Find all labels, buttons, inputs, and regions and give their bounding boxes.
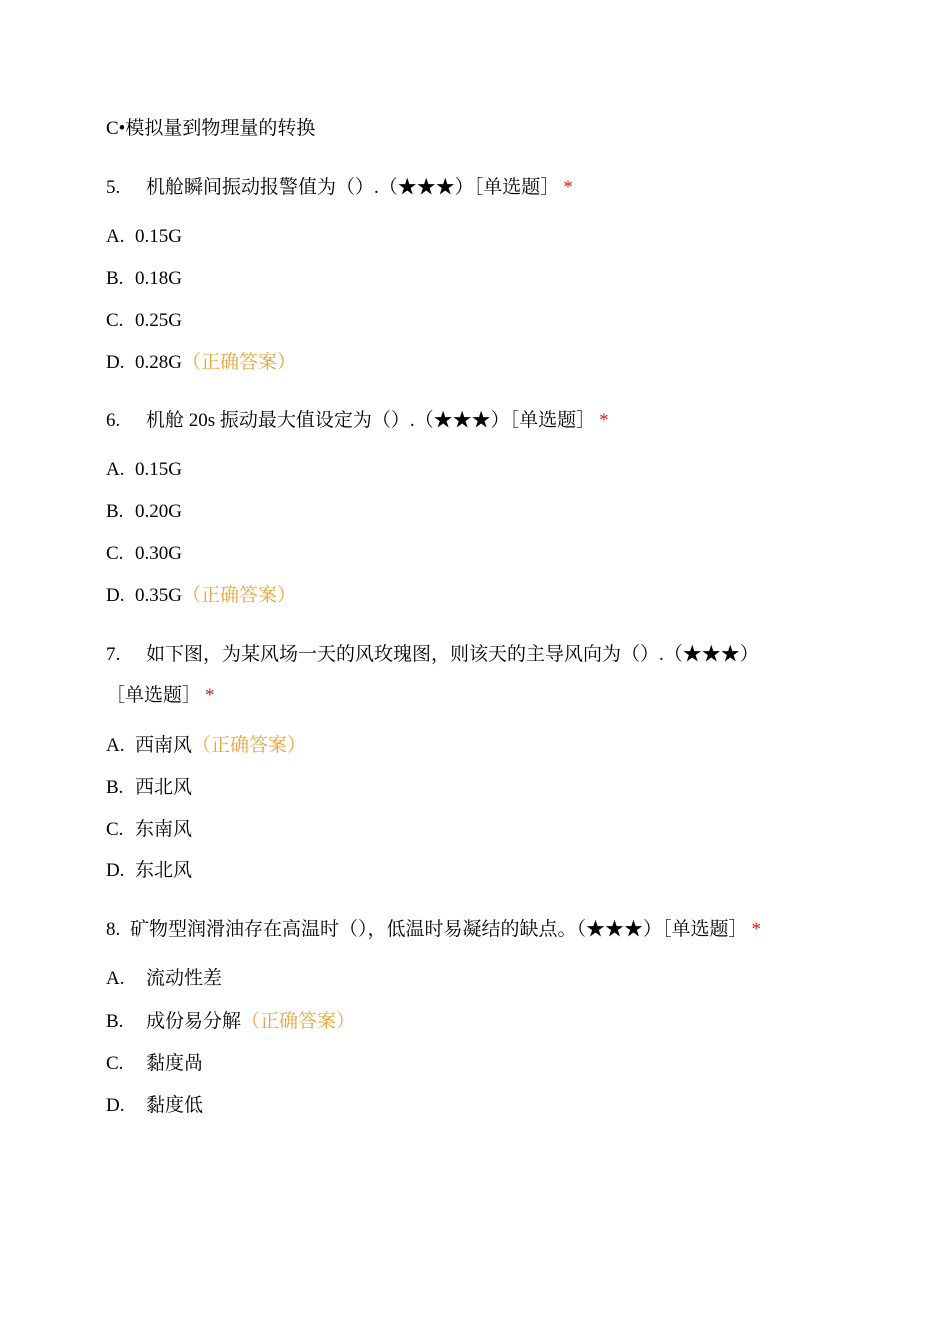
correct-answer-tag: （正确答案） xyxy=(181,585,296,606)
question-8-option-b[interactable] xyxy=(106,1010,355,1034)
option-text: 0.28G xyxy=(135,352,182,373)
option-letter: B. xyxy=(106,268,124,289)
option-text: 0.15G xyxy=(135,226,182,247)
question-8-option-d[interactable] xyxy=(106,1094,203,1118)
required-mark: * xyxy=(751,919,762,940)
option-letter: D. xyxy=(106,860,125,881)
correct-answer-tag: （正确答案） xyxy=(192,735,307,756)
required-mark: * xyxy=(205,685,215,706)
question-number: 7. xyxy=(106,644,121,665)
option-text: 0.30G xyxy=(135,543,182,564)
question-6-heading xyxy=(106,409,609,433)
question-number: 8. xyxy=(106,919,121,940)
option-text: 0.35G xyxy=(135,585,182,606)
option-letter: A. xyxy=(106,735,125,756)
question-5-option-b[interactable] xyxy=(106,267,182,291)
option-text: 东北风 xyxy=(135,860,193,881)
question-7-option-a[interactable] xyxy=(106,734,306,758)
option-letter: A. xyxy=(106,459,125,480)
question-8-heading xyxy=(106,918,761,942)
option-text: 西北风 xyxy=(135,777,193,798)
option-letter: A. xyxy=(106,226,125,247)
option-text: 0.20G xyxy=(135,501,182,522)
question-text: 机舱 20s 振动最大值设定为（）.（★★★）［单选题］ xyxy=(146,410,596,431)
option-text: 东南风 xyxy=(135,819,193,840)
option-text: 0.25G xyxy=(135,310,182,331)
required-mark: * xyxy=(563,177,573,198)
question-5-option-c[interactable] xyxy=(106,309,182,333)
option-letter: C. xyxy=(106,819,124,840)
question-text: 矿物型润滑油存在高温时（），低温时易凝结的缺点。（★★★）［单选题］ xyxy=(130,919,748,940)
question-6-option-c[interactable] xyxy=(106,542,182,566)
question-6-option-b[interactable] xyxy=(106,500,182,524)
required-mark: * xyxy=(599,410,609,431)
option-letter: B. xyxy=(106,777,124,798)
question-type: ［单选题］ xyxy=(106,685,202,706)
question-number: 6. xyxy=(106,410,121,431)
question-text: 如下图，为某风场一天的风玫瑰图，则该天的主导风向为（）.（★★★） xyxy=(146,644,759,665)
correct-answer-tag: （正确答案） xyxy=(181,352,296,373)
option-letter: D. xyxy=(106,352,125,373)
question-5-option-a[interactable] xyxy=(106,225,182,249)
option-text: C•模拟量到物理量的转换 xyxy=(106,118,316,139)
question-6-option-a[interactable] xyxy=(106,458,182,482)
question-8-option-c[interactable] xyxy=(106,1052,203,1076)
option-text: 黏度咼 xyxy=(146,1053,204,1074)
question-7-heading xyxy=(106,643,759,667)
option-letter: C. xyxy=(106,543,124,564)
correct-answer-tag: （正确答案） xyxy=(241,1011,356,1032)
option-letter: C. xyxy=(106,1053,124,1074)
option-text: 流动性差 xyxy=(146,968,223,989)
question-text: 机舱瞬间振动报警值为（）.（★★★）［单选题］ xyxy=(146,177,560,198)
option-text: 西南风 xyxy=(135,735,193,756)
question-5-option-d[interactable] xyxy=(106,351,296,375)
option-letter: C. xyxy=(106,310,124,331)
option-letter: A. xyxy=(106,968,125,989)
question-6-option-d[interactable] xyxy=(106,584,296,608)
question-7-option-b[interactable] xyxy=(106,776,192,800)
question-5-heading xyxy=(106,176,573,200)
option-letter: B. xyxy=(106,1011,124,1032)
question-7-option-c[interactable] xyxy=(106,818,192,842)
option-line xyxy=(106,117,315,141)
option-text: 0.18G xyxy=(135,268,182,289)
option-letter: B. xyxy=(106,501,124,522)
option-letter: D. xyxy=(106,585,125,606)
question-8-option-a[interactable] xyxy=(106,967,222,991)
question-number: 5. xyxy=(106,177,121,198)
question-7-heading-line2 xyxy=(106,684,215,708)
question-7-option-d[interactable] xyxy=(106,859,192,883)
option-letter: D. xyxy=(106,1095,125,1116)
option-text: 0.15G xyxy=(135,459,182,480)
option-text: 成份易分解 xyxy=(146,1011,242,1032)
option-text: 黏度低 xyxy=(146,1095,204,1116)
